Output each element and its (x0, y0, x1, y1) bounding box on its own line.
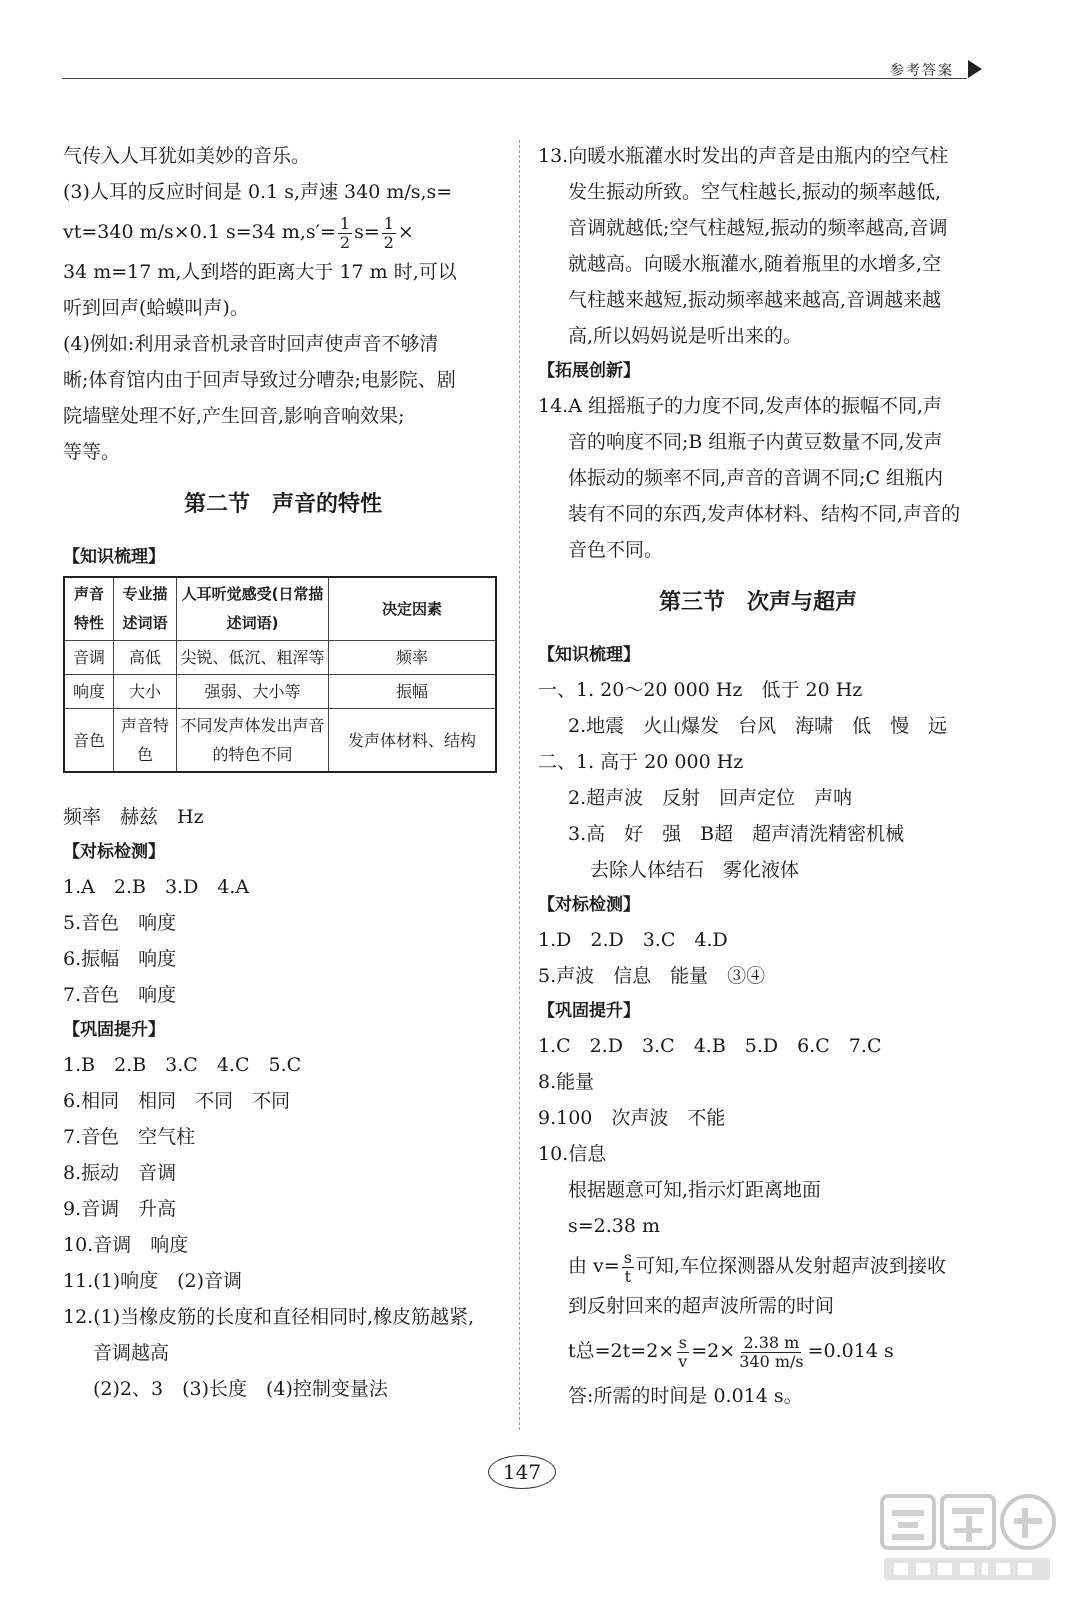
text-line: (3)人耳的反应时间是 0.1 s,声速 340 m/s,s= (63, 181, 453, 203)
fraction-numerator: s (678, 1332, 687, 1352)
text-line: 13.向暖水瓶灌水时发出的声音是由瓶内的空气柱 (538, 145, 949, 167)
eq-tail: × (397, 221, 414, 243)
section-tag: 【巩固提升】 (538, 1001, 640, 1021)
header-label: 参考答案 (890, 63, 954, 79)
page-number: 147 (488, 1455, 556, 1489)
sound-properties-table (63, 576, 497, 773)
text-line: 音色不同。 (568, 539, 664, 561)
answer-line: 9.音调 升高 (63, 1198, 177, 1220)
text-line: 音的响度不同;B 组瓶子内黄豆数量不同,发声 (568, 431, 943, 453)
answer-line: 5.音色 响度 (63, 912, 177, 934)
text-line: 院墙壁处理不好,产生回音,影响音响效果; (63, 405, 405, 427)
answer-line: 3.高 好 强 B超 超声清洗精密机械 (568, 823, 905, 845)
section-tag: 【对标检测】 (63, 842, 165, 862)
table-row (64, 675, 496, 709)
answer-line: 8.振动 音调 (63, 1162, 177, 1184)
equation-line (538, 1244, 978, 1288)
fraction (382, 215, 396, 252)
fraction-numerator: 2.38 m (743, 1332, 800, 1352)
answer-line: 一、1. 20～20 000 Hz 低于 20 Hz (538, 679, 863, 701)
text-line: 体振动的频率不同,声音的音调不同;C 组瓶内 (568, 467, 944, 489)
right-column (538, 138, 978, 1414)
section-tag: 【拓展创新】 (538, 361, 640, 381)
section-title: 第二节 声音的特性 (183, 492, 382, 517)
header-arrow-icon (968, 60, 982, 78)
table-cell: 强弱、大小等 (177, 675, 329, 709)
eq-tail: 可知,车位探测器从发射超声波到接收 (635, 1255, 946, 1277)
answer-line: 9.100 次声波 不能 (538, 1107, 726, 1129)
answer-line: 音调越高 (93, 1342, 170, 1364)
fraction (676, 1334, 689, 1371)
answer-line: 1.D 2.D 3.C 4.D (538, 929, 728, 951)
table-cell: 尖锐、低沉、粗浑等 (177, 641, 329, 675)
fraction (338, 215, 352, 252)
eq-lead: vt=340 m/s×0.1 s=34 m,s′= (63, 221, 336, 243)
watermark-logo (862, 1488, 1062, 1588)
eq-lead: 由 v= (568, 1255, 620, 1277)
fraction-numerator: 1 (383, 213, 394, 233)
column-divider (519, 140, 520, 1430)
header-rule (62, 78, 967, 79)
text-line: 等等。 (63, 441, 121, 463)
section-tag: 【知识梳理】 (63, 547, 165, 567)
fraction-numerator: 1 (339, 213, 351, 233)
eq-lead: t总=2t=2× (568, 1340, 675, 1362)
answer-line: (2)2、3 (3)长度 (4)控制变量法 (93, 1378, 388, 1400)
fraction (622, 1249, 634, 1286)
section-tag: 【知识梳理】 (538, 645, 640, 665)
answer-line: 5.声波 信息 能量 ③④ (538, 965, 766, 987)
table-cell: 不同发声体发出声音的特色不同 (177, 709, 329, 773)
table-header-cell: 决定因素 (329, 577, 497, 641)
text-line: 晰;体育馆内由于回声导致过分嘈杂;电影院、剧 (63, 369, 456, 391)
text-line: 气柱越来越短,振动频率越来越高,音调越来越 (568, 289, 942, 311)
table-cell: 发声体材料、结构 (329, 709, 497, 773)
table-row (64, 709, 496, 773)
text-line: 听到回声(蛤蟆叫声)。 (63, 297, 249, 319)
answer-line: 7.音色 空气柱 (63, 1126, 196, 1148)
section-tag: 【对标检测】 (538, 895, 640, 915)
table-header-cell: 人耳听觉感受(日常描述词语) (177, 577, 329, 641)
answer-line: s=2.38 m (568, 1215, 661, 1237)
fraction-denominator: 2 (339, 232, 351, 252)
text-line: 高,所以妈妈说是听出来的。 (568, 325, 803, 347)
answer-line: 6.相同 相同 不同 不同 (63, 1090, 291, 1112)
table-header-row (64, 577, 496, 641)
table-header-cell: 声音特性 (64, 577, 114, 641)
fraction-numerator: s (623, 1247, 632, 1267)
section-tag: 【巩固提升】 (63, 1020, 165, 1040)
fraction-denominator: t (624, 1266, 632, 1286)
table-cell: 响度 (64, 675, 114, 709)
fraction-denominator: 340 m/s (739, 1351, 804, 1371)
answer-line: 6.振幅 响度 (63, 948, 177, 970)
text-line: 装有不同的东西,发声体材料、结构不同,声音的 (568, 503, 961, 525)
text-line: 发生振动所致。空气柱越长,振动的频率越低, (568, 181, 942, 203)
left-column (63, 138, 503, 1407)
text-line: 频率 赫兹 Hz (63, 806, 204, 828)
answer-line: 11.(1)响度 (2)音调 (63, 1270, 243, 1292)
text-line: 就越高。向暖水瓶灌水,随着瓶里的水增多,空 (568, 253, 942, 275)
section-title: 第三节 次声与超声 (658, 590, 857, 615)
text-line: 气传入人耳犹如美妙的音乐。 (63, 145, 311, 167)
answer-line: 10.音调 响度 (63, 1234, 189, 1256)
eq-mid: s= (354, 221, 380, 243)
answer-line: 1.B 2.B 3.C 4.C 5.C (63, 1054, 302, 1076)
eq-tail: =0.014 s (807, 1340, 894, 1362)
text-line: 音调就越低;空气柱越短,振动的频率越高,音调 (568, 217, 948, 239)
text-line: 14.A 组摇瓶子的力度不同,发声体的振幅不同,声 (538, 395, 943, 417)
table-cell: 声音特色 (114, 709, 177, 773)
answer-line: 7.音色 响度 (63, 984, 177, 1006)
table-cell: 频率 (329, 641, 497, 675)
fraction-denominator: 2 (383, 232, 394, 252)
table-cell: 高低 (114, 641, 177, 675)
answer-line: 8.能量 (538, 1071, 595, 1093)
table-header-cell: 专业描述词语 (114, 577, 177, 641)
equation-line (63, 210, 503, 254)
eq-mid: =2× (691, 1340, 736, 1362)
answer-line: 1.C 2.D 3.C 4.B 5.D 6.C 7.C (538, 1035, 882, 1057)
answer-line: 12.(1)当橡皮筋的长度和直径相同时,橡皮筋越紧, (63, 1306, 475, 1328)
answer-line: 1.A 2.B 3.D 4.A (63, 876, 250, 898)
answer-line: 10.信息 (538, 1143, 607, 1165)
answer-line: 二、1. 高于 20 000 Hz (538, 751, 744, 773)
answer-line: 去除人体结石 雾化液体 (590, 859, 800, 881)
fraction-denominator: v (678, 1351, 688, 1371)
table-cell: 音色 (64, 709, 114, 773)
text-line: 34 m=17 m,人到塔的距离大于 17 m 时,可以 (63, 261, 457, 283)
answer-line: 根据题意可知,指示灯距离地面 (568, 1179, 822, 1201)
table-cell: 音调 (64, 641, 114, 675)
text-line: 到反射回来的超声波所需的时间 (568, 1295, 835, 1317)
table-cell: 大小 (114, 675, 177, 709)
equation-line (538, 1324, 978, 1378)
answer-line: 答:所需的时间是 0.014 s。 (568, 1385, 803, 1407)
text-line: (4)例如:利用录音机录音时回声使声音不够清 (63, 333, 439, 355)
answer-line: 2.超声波 反射 回声定位 声呐 (568, 787, 853, 809)
answer-line: 2.地震 火山爆发 台风 海啸 低 慢 远 (568, 715, 948, 737)
table-row (64, 641, 496, 675)
fraction (737, 1334, 805, 1371)
table-cell: 振幅 (329, 675, 497, 709)
